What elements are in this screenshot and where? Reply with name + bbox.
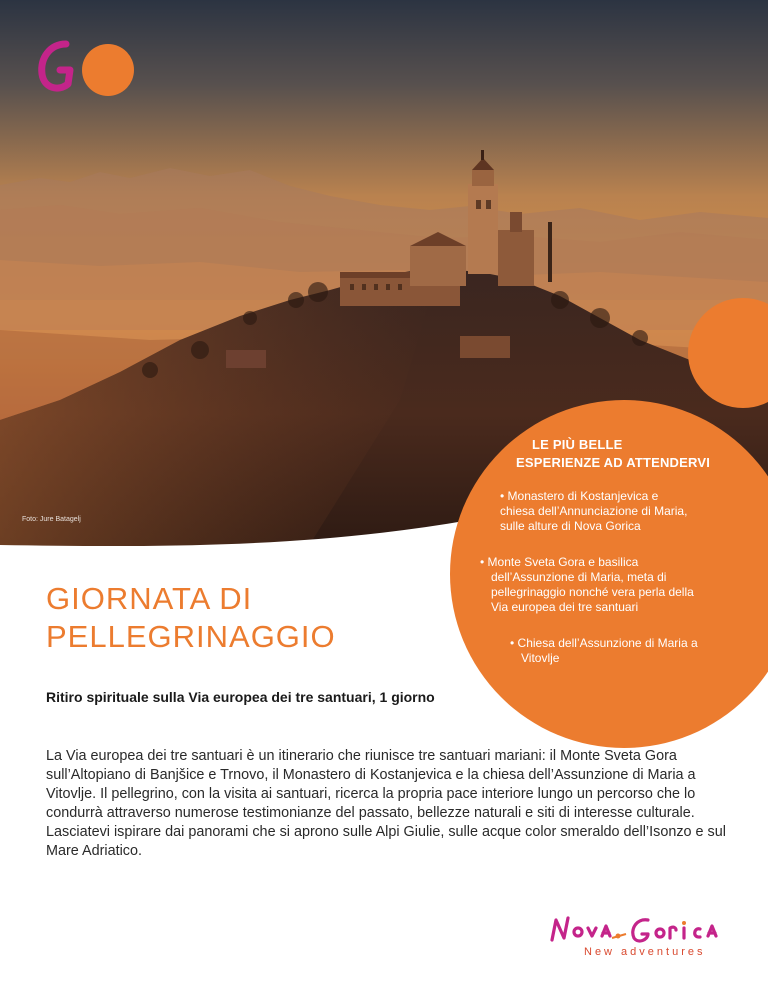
experiences-title-line1: LE PIÙ BELLE (532, 437, 623, 452)
experience-item-line: dell’Assunzione di Maria, meta di (491, 570, 667, 584)
experience-item-line: • Chiesa dell’Assunzione di Maria a (510, 636, 698, 650)
experience-item-line: Via europea dei tre santuari (491, 600, 639, 614)
brand-tagline: New adventures (584, 946, 706, 958)
photo-credit: Foto: Jure Batagelj (22, 516, 81, 523)
experience-item (480, 555, 730, 615)
experience-item-line: chiesa dell’Annunciazione di Maria, (500, 504, 688, 518)
experience-item-line: • Monte Sveta Gora e basilica (480, 555, 639, 569)
page-title-line1: GIORNATA DI (46, 581, 253, 616)
go-logo-icon (36, 36, 136, 96)
page-title-line2: PELLEGRINAGGIO (46, 619, 336, 654)
experience-item-line: Vitovlje (521, 651, 560, 665)
body-paragraph: La Via europea dei tre santuari è un itinerario che riunisce tre santuari mariani: il Monte Sveta Gora sull’Altopiano di Banjšice e Trnovo, il Monastero di Kostanjevica e la chiesa dell’Assunzione di Maria a Vitovlje. Il pellegrino, con la visita ai santuari, ricerca la propria pace interiore lungo un percorso che lo condurrà attraverso numerose testimonianze del passato, bellezze naturali e siti di interesse culturale. Lasciatevi ispirare dai panorami che si aprono sulle Alpi Giulie, sulle acque color smeraldo dell’Isonzo e sul Mare Adriatico. (46, 748, 726, 859)
nova-gorica-logo (548, 912, 738, 972)
page-subtitle: Ritiro spirituale sulla Via europea dei tre santuari, 1 giorno (46, 689, 435, 705)
experiences-title (516, 436, 752, 472)
experience-item-line: • Monastero di Kostanjevica e (500, 489, 659, 503)
experience-item-line: sulle alture di Nova Gorica (500, 519, 641, 533)
experiences-title-line2: ESPERIENZE AD ATTENDERVI (516, 455, 711, 470)
go-logo (36, 36, 136, 96)
experience-item-line: pellegrinaggio nonché vera perla della (491, 585, 694, 599)
page-title (46, 580, 446, 656)
experience-item (510, 636, 720, 666)
experience-item (500, 489, 730, 534)
nova-gorica-wordmark-icon (548, 912, 738, 948)
